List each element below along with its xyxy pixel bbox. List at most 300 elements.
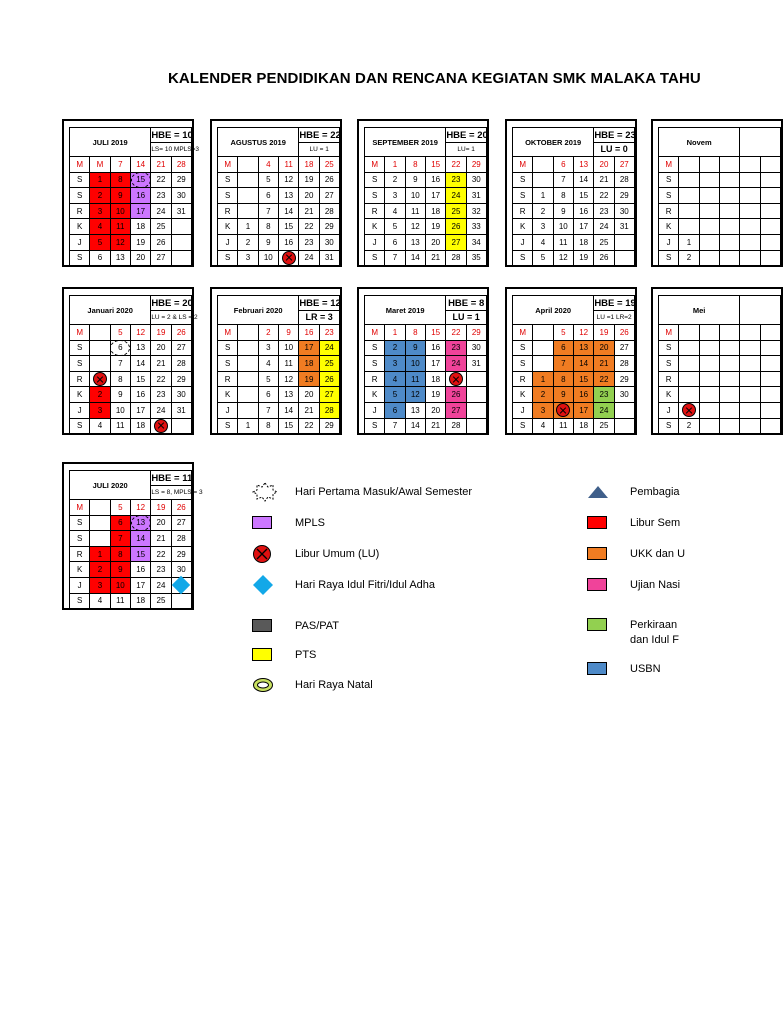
- day-cell: [679, 203, 699, 219]
- hbe-cell: [594, 296, 635, 325]
- day-cell: [760, 188, 780, 204]
- day-cell: [385, 157, 405, 173]
- day-cell: [385, 234, 405, 250]
- day-number: 8: [266, 421, 271, 431]
- day-cell: [151, 562, 171, 578]
- legend-label: Libur Umum (LU): [295, 548, 380, 560]
- weekday-label: R: [218, 371, 238, 387]
- day-number: 20: [431, 405, 441, 415]
- day-cell: [760, 356, 780, 372]
- day-number: 4: [540, 237, 546, 247]
- holiday-count: LU= 1: [457, 145, 475, 153]
- day-cell: [533, 325, 553, 341]
- day-cell: [466, 188, 486, 204]
- day-cell: [425, 188, 445, 204]
- day-number: 4: [97, 421, 103, 431]
- day-number: 1: [392, 159, 398, 169]
- day-number: 19: [431, 222, 441, 232]
- day-number: 29: [176, 374, 186, 384]
- weekday-label: J: [513, 402, 533, 418]
- day-number: 21: [304, 206, 314, 216]
- day-number: 10: [410, 358, 420, 368]
- hbe-cell: [740, 296, 781, 325]
- day-number: 19: [304, 175, 314, 185]
- day-cell: [171, 593, 191, 609]
- day-cell: [278, 387, 298, 403]
- day-cell: [533, 402, 553, 418]
- weekday-label: J: [70, 577, 90, 593]
- day-cell: [130, 172, 150, 188]
- day-number: 22: [599, 190, 609, 200]
- day-cell: [238, 325, 258, 341]
- day-cell: [699, 157, 719, 173]
- day-number: 7: [266, 405, 271, 415]
- weekday-label: S: [513, 250, 533, 266]
- day-number: 21: [431, 421, 441, 431]
- month-table: [658, 295, 781, 434]
- day-cell: [446, 157, 466, 173]
- weekday-label: S: [70, 250, 90, 266]
- month-panel: [62, 119, 200, 267]
- day-number: 7: [266, 206, 271, 216]
- day-cell: [425, 340, 445, 356]
- month-panel: [357, 119, 489, 267]
- month-table: [364, 295, 487, 434]
- day-cell: [151, 515, 171, 531]
- day-number: 1: [686, 237, 692, 247]
- day-cell: [319, 172, 339, 188]
- day-cell: [299, 402, 319, 418]
- weekday-label: K: [365, 387, 385, 403]
- weekday-label: S: [659, 188, 679, 204]
- day-number: 29: [176, 175, 186, 185]
- day-cell: [614, 219, 634, 235]
- weekday-label: M: [659, 157, 679, 173]
- day-cell: [553, 203, 573, 219]
- day-number: 26: [324, 374, 334, 384]
- day-cell: [553, 234, 573, 250]
- day-number: 26: [451, 222, 461, 232]
- weekday-label: R: [365, 371, 385, 387]
- day-cell: [533, 250, 553, 266]
- day-cell: [90, 562, 110, 578]
- day-number: 4: [392, 206, 398, 216]
- holiday-count: LU = 2 & LS = 2: [151, 313, 198, 321]
- day-cell: [130, 356, 150, 372]
- day-cell: [446, 172, 466, 188]
- day-number: 2: [245, 237, 251, 247]
- day-cell: [740, 418, 760, 434]
- day-number: 13: [579, 159, 589, 169]
- day-number: 12: [284, 175, 294, 185]
- day-cell: [679, 356, 699, 372]
- day-cell: [319, 234, 339, 250]
- day-cell: [553, 356, 573, 372]
- day-cell: [90, 188, 110, 204]
- day-cell: [299, 340, 319, 356]
- day-cell: [446, 371, 466, 387]
- weekday-label: J: [70, 402, 90, 418]
- day-cell: [385, 188, 405, 204]
- day-number: 20: [136, 253, 146, 263]
- day-cell: [171, 371, 191, 387]
- day-cell: [299, 203, 319, 219]
- day-number: 31: [176, 405, 186, 415]
- day-cell: [278, 356, 298, 372]
- day-number: 24: [451, 190, 461, 200]
- day-cell: [573, 234, 593, 250]
- weekday-label: S: [365, 340, 385, 356]
- day-number: 4: [392, 374, 398, 384]
- day-number: 16: [431, 343, 441, 353]
- day-number: 20: [431, 237, 441, 247]
- day-number: 24: [451, 358, 461, 368]
- day-cell: [258, 157, 278, 173]
- month-name: SEPTEMBER 2019: [365, 128, 446, 157]
- day-cell: [679, 387, 699, 403]
- day-cell: [110, 188, 130, 204]
- day-number: 13: [136, 518, 146, 528]
- day-number: M: [96, 159, 104, 169]
- day-cell: [278, 157, 298, 173]
- day-cell: [446, 418, 466, 434]
- day-cell: [278, 371, 298, 387]
- day-number: 6: [266, 390, 271, 400]
- day-cell: [533, 188, 553, 204]
- day-cell: [258, 188, 278, 204]
- day-number: 17: [136, 405, 146, 415]
- day-number: 13: [410, 237, 420, 247]
- day-number: 19: [304, 374, 314, 384]
- weekday-label: R: [513, 203, 533, 219]
- month-name: JULI 2020: [70, 471, 151, 500]
- day-number: 11: [116, 421, 125, 431]
- day-number: 6: [561, 343, 566, 353]
- day-cell: [171, 219, 191, 235]
- day-number: 8: [118, 374, 123, 384]
- day-cell: [405, 356, 425, 372]
- hbe-count: HBE = 11: [151, 472, 193, 484]
- day-cell: [130, 531, 150, 547]
- day-cell: [319, 203, 339, 219]
- day-cell: [466, 371, 486, 387]
- day-number: 15: [136, 175, 146, 185]
- weekday-label: M: [513, 325, 533, 341]
- legend-label: Ujian Nasi: [630, 579, 681, 591]
- day-cell: [171, 356, 191, 372]
- day-number: 11: [559, 421, 568, 431]
- day-cell: [110, 500, 130, 516]
- weekday-label: M: [70, 325, 90, 341]
- day-cell: [553, 387, 573, 403]
- day-number: 20: [156, 518, 166, 528]
- day-cell: [90, 250, 110, 266]
- day-number: 22: [451, 327, 461, 337]
- day-number: 9: [561, 390, 566, 400]
- day-number: 2: [97, 390, 103, 400]
- day-number: 28: [451, 421, 461, 431]
- day-cell: [238, 188, 258, 204]
- day-number: 10: [115, 405, 125, 415]
- day-cell: [130, 418, 150, 434]
- weekday-label: J: [218, 402, 238, 418]
- day-cell: [385, 371, 405, 387]
- day-cell: [405, 250, 425, 266]
- day-cell: [130, 250, 150, 266]
- weekday-label: R: [70, 371, 90, 387]
- day-number: 24: [156, 580, 166, 590]
- day-number: 30: [176, 390, 186, 400]
- day-number: 19: [136, 237, 146, 247]
- day-number: 25: [324, 358, 334, 368]
- day-number: 16: [136, 190, 146, 200]
- day-cell: [614, 356, 634, 372]
- day-cell: [740, 157, 760, 173]
- day-cell: [238, 387, 258, 403]
- day-cell: [151, 325, 171, 341]
- day-number: 10: [410, 190, 420, 200]
- day-cell: [405, 402, 425, 418]
- day-cell: [385, 325, 405, 341]
- day-cell: [760, 387, 780, 403]
- day-cell: [130, 325, 150, 341]
- day-cell: [553, 418, 573, 434]
- day-number: 21: [304, 405, 314, 415]
- day-cell: [171, 387, 191, 403]
- day-number: 17: [136, 206, 146, 216]
- day-number: 6: [118, 343, 123, 353]
- day-cell: [238, 219, 258, 235]
- day-cell: [699, 203, 719, 219]
- day-number: 25: [324, 159, 334, 169]
- day-number: 2: [266, 327, 271, 337]
- day-cell: [258, 356, 278, 372]
- day-number: 15: [284, 421, 294, 431]
- weekday-label: S: [70, 188, 90, 204]
- day-number: 23: [156, 565, 166, 575]
- weekday-label: M: [659, 325, 679, 341]
- weekday-label: J: [659, 402, 679, 418]
- day-number: 20: [156, 343, 166, 353]
- day-cell: [90, 219, 110, 235]
- hbe-cell: [151, 128, 200, 157]
- day-cell: [405, 325, 425, 341]
- day-cell: [110, 531, 130, 547]
- weekday-label: J: [365, 402, 385, 418]
- legend-swatch-gray: [252, 619, 272, 632]
- weekday-label: K: [513, 219, 533, 235]
- month-name: Novem: [659, 128, 740, 157]
- day-cell: [130, 340, 150, 356]
- day-cell: [385, 387, 405, 403]
- day-cell: [299, 219, 319, 235]
- day-cell: [90, 593, 110, 609]
- day-number: 27: [619, 159, 629, 169]
- month-panel: [505, 119, 637, 267]
- day-cell: [258, 219, 278, 235]
- day-cell: [760, 203, 780, 219]
- weekday-label: M: [70, 157, 90, 173]
- day-number: 12: [410, 390, 420, 400]
- day-number: 12: [136, 327, 146, 337]
- day-number: 3: [97, 580, 103, 590]
- weekday-label: M: [218, 157, 238, 173]
- day-cell: [425, 172, 445, 188]
- day-cell: [171, 325, 191, 341]
- day-cell: [614, 203, 634, 219]
- day-cell: [278, 219, 298, 235]
- day-cell: [110, 515, 130, 531]
- day-cell: [699, 371, 719, 387]
- weekday-label: S: [365, 250, 385, 266]
- day-cell: [319, 157, 339, 173]
- day-number: 5: [118, 502, 123, 512]
- day-cell: [110, 371, 130, 387]
- day-number: 20: [304, 390, 314, 400]
- day-cell: [466, 250, 486, 266]
- day-cell: [699, 418, 719, 434]
- day-cell: [110, 402, 130, 418]
- day-number: 25: [451, 206, 461, 216]
- day-number: 12: [136, 502, 146, 512]
- day-number: 18: [136, 596, 146, 606]
- day-cell: [319, 188, 339, 204]
- day-cell: [405, 188, 425, 204]
- day-number: 19: [156, 502, 166, 512]
- day-cell: [740, 203, 760, 219]
- day-cell: [614, 188, 634, 204]
- weekday-label: M: [218, 325, 238, 341]
- day-cell: [151, 593, 171, 609]
- day-number: 14: [136, 358, 146, 368]
- day-cell: [679, 157, 699, 173]
- hbe-cell: [446, 296, 487, 325]
- day-number: 18: [431, 374, 441, 384]
- day-cell: [533, 219, 553, 235]
- day-cell: [258, 234, 278, 250]
- month-panel: [62, 462, 203, 610]
- day-cell: [553, 250, 573, 266]
- day-cell: [679, 219, 699, 235]
- month-table: [364, 127, 487, 266]
- day-cell: [405, 371, 425, 387]
- day-number: 27: [619, 343, 629, 353]
- day-cell: [679, 325, 699, 341]
- day-cell: [110, 250, 130, 266]
- weekday-label: S: [70, 531, 90, 547]
- hbe-cell: [299, 128, 340, 157]
- day-cell: [446, 203, 466, 219]
- day-number: 3: [245, 253, 251, 263]
- day-cell: [466, 356, 486, 372]
- day-number: 20: [304, 190, 314, 200]
- day-number: 16: [284, 237, 294, 247]
- day-cell: [110, 325, 130, 341]
- day-cell: [299, 157, 319, 173]
- weekday-label: S: [70, 418, 90, 434]
- day-number: 22: [304, 222, 314, 232]
- day-number: 2: [540, 390, 546, 400]
- day-cell: [130, 234, 150, 250]
- day-number: 8: [266, 222, 271, 232]
- day-cell: [151, 418, 171, 434]
- legend-swatch-orange: [587, 547, 607, 560]
- day-number: 17: [579, 405, 589, 415]
- legend-label: UKK dan U: [630, 548, 686, 560]
- day-cell: [278, 325, 298, 341]
- day-number: 1: [97, 175, 103, 185]
- legend-label: Libur Sem: [630, 517, 681, 529]
- hbe-count: HBE = 12: [299, 297, 341, 309]
- day-cell: [110, 593, 130, 609]
- day-cell: [699, 387, 719, 403]
- day-number: 6: [561, 159, 566, 169]
- weekday-label: K: [659, 219, 679, 235]
- day-number: 10: [115, 580, 125, 590]
- day-number: 7: [561, 175, 566, 185]
- day-number: 28: [451, 253, 461, 263]
- day-cell: [446, 387, 466, 403]
- month-name: Mei: [659, 296, 740, 325]
- month-panel: [210, 287, 342, 435]
- day-cell: [740, 234, 760, 250]
- day-cell: [171, 340, 191, 356]
- day-cell: [319, 250, 339, 266]
- weekday-label: R: [513, 371, 533, 387]
- day-cell: [699, 356, 719, 372]
- weekday-label: K: [70, 387, 90, 403]
- day-cell: [573, 340, 593, 356]
- day-cell: [151, 250, 171, 266]
- day-cell: [533, 387, 553, 403]
- day-number: 1: [97, 549, 103, 559]
- day-cell: [130, 515, 150, 531]
- libur-umum-icon: [154, 419, 168, 433]
- day-number: 29: [471, 327, 481, 337]
- day-number: 31: [619, 222, 629, 232]
- hbe-count: HBE = 19: [594, 297, 636, 309]
- month-panel: [505, 287, 637, 435]
- day-number: 9: [118, 390, 123, 400]
- day-cell: [258, 371, 278, 387]
- day-cell: [385, 203, 405, 219]
- weekday-label: S: [218, 340, 238, 356]
- day-number: 12: [115, 237, 125, 247]
- day-number: 11: [284, 358, 293, 368]
- day-cell: [425, 219, 445, 235]
- libur-umum-icon: [93, 372, 107, 386]
- day-number: 10: [263, 253, 273, 263]
- day-cell: [573, 172, 593, 188]
- day-cell: [385, 418, 405, 434]
- hbe-cell: [594, 128, 635, 157]
- day-number: 14: [136, 533, 146, 543]
- day-number: 28: [619, 358, 629, 368]
- day-number: 9: [118, 190, 123, 200]
- day-number: 14: [284, 206, 294, 216]
- day-cell: [679, 234, 699, 250]
- day-cell: [130, 371, 150, 387]
- weekday-label: S: [513, 340, 533, 356]
- day-cell: [573, 418, 593, 434]
- weekday-label: S: [659, 340, 679, 356]
- day-number: 21: [156, 358, 166, 368]
- day-cell: [614, 325, 634, 341]
- day-number: 2: [540, 206, 546, 216]
- weekday-label: S: [70, 356, 90, 372]
- weekday-label: R: [365, 203, 385, 219]
- day-number: 18: [579, 421, 589, 431]
